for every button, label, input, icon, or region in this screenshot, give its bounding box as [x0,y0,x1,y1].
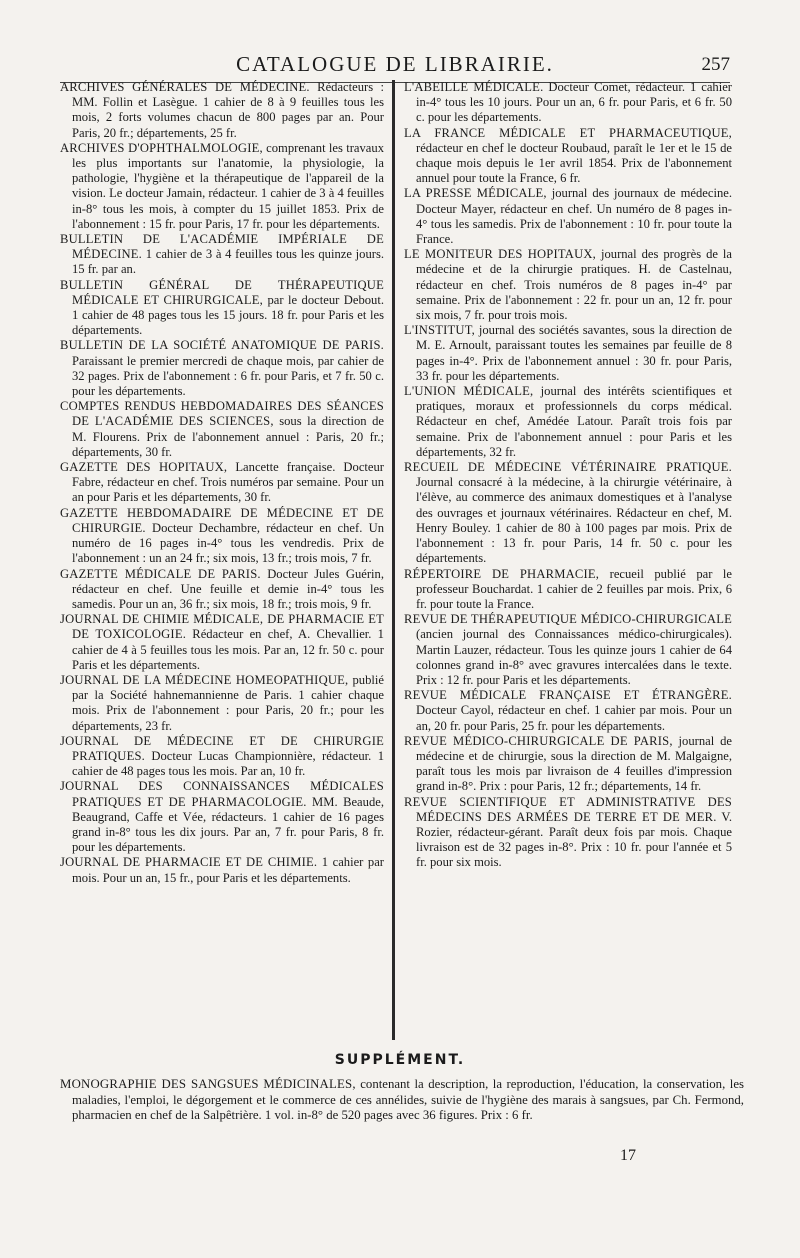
catalogue-entry [60,612,384,673]
entry-title: JOURNAL DE CHIMIE MÉDICALE, DE PHARMACIE ET DE TOXICOLOGIE. [60,612,384,642]
entry-text: Rédacteur en chef, A. Chevallier. 1 cahier de 4 à 5 feuilles tous les mois. Par an, 12 fr. 50 c. pour Paris et les départements. [72,627,384,672]
catalogue-entry [404,688,732,734]
entry-title: RECUEIL DE MÉDECINE VÉTÉRINAIRE PRATIQUE. [404,460,732,475]
entry-text: Journal consacré à la médecine, à la chirurgie vétérinaire, à l'élève, au commerce des animaux domestiques et à l'analyse des ouvrages et journaux vétérinaires. Rédacteur en chef, M. Henry Bouley. 1 cahier de 80 à 100 pages par mois. Prix de l'abonnement : 13 fr. pour Paris, 14 fr. 50 c. pour les départements. [416,475,732,566]
entry-title: LA FRANCE MÉDICALE ET PHARMACEUTIQUE, [404,125,732,140]
catalogue-entry [60,567,384,613]
catalogue-entry [60,278,384,339]
entry-text: MM. Beaude, Beaugrand, Caffe et Vée, rédacteurs. 1 cahier de 16 pages grand in-8° tous les dix jours. Par an, 7 fr. pour Paris, 8 fr. pour les départements. [72,794,384,855]
entry-text: Paraissant le premier mercredi de chaque mois, par cahier de 32 pages. Prix de l'abonnement : 6 fr. pour Paris, et 7 fr. 50 c. pour les départements. [72,353,384,399]
entry-text: 1 cahier de 3 à 4 feuilles tous les quinze jours. 15 fr. par an. [72,247,384,277]
catalogue-entry [404,80,732,126]
entry-title: RÉPERTOIRE DE PHARMACIE, [404,566,600,581]
supplement-heading: SUPPLÉMENT. [334,1052,466,1068]
entry-text: Docteur Cayol, rédacteur en chef. 1 cahier par mois. Pour un an, 20 fr. pour Paris, 25 fr. pour les départements. [416,703,732,733]
catalogue-entry [60,734,384,780]
entry-title: COMPTES RENDUS HEBDOMADAIRES DES SÉANCES DE L'ACADÉMIE DES SCIENCES, [60,399,384,429]
catalogue-entry [60,779,384,855]
entry-text: journal de médecine et de chirurgie, sous la direction de M. Malgaigne, paraît tous les mois par livraison de 4 feuilles d'impression grand in-8°. Prix : pour Paris, 12 fr.; départements, 14 fr. [416,733,732,794]
catalogue-entry [404,384,732,460]
entry-text: par le docteur Debout. 1 cahier de 48 pages tous les 15 jours. 18 fr. pour Paris et les départements. [72,292,384,338]
entry-text: rédacteur en chef le docteur Roubaud, paraît le 1er et le 15 de chaque mois depuis le 1er avril 1854. Prix de l'abonnement annuel pour toute la France, 6 fr. [416,140,732,186]
catalogue-entry [404,460,732,566]
entry-title: JOURNAL DE MÉDECINE ET DE CHIRURGIE PRATIQUES. [60,733,384,763]
catalogue-entry [60,80,384,141]
entry-text: publié par la Société hahnemannienne de Paris. 1 cahier chaque mois. Prix de l'abonnement : pour Paris, 20 fr.; pour les départements, 23 fr. [72,672,384,733]
catalogue-entry [60,399,384,460]
catalogue-entry [404,247,732,323]
entry-text: comprenant les travaux les plus importants sur l'anatomie, la physiologie, la pathologie, l'hygiène et la thérapeutique de l'appareil de la vision. Le docteur Jamain, rédacteur. 1 cahier de 3 à 4 feuilles in-8° tous les mois, à compter du 15 juillet 1853. Prix de l'abonnement : 15 fr. pour Paris, 17 fr. pour les départements. [72,140,384,231]
entry-text: journal des intérêts scientifiques et pratiques, moraux et professionnels du corps médical. Rédacteur en chef, Amédée Latour. Paraît trois fois par semaine. Prix de l'abonnement annuel : pour Paris et les départements, 32 fr. [416,384,732,459]
catalogue-entry [404,734,732,795]
entry-title: LE MONITEUR DES HOPITAUX, [404,247,597,262]
entry-text: journal des sociétés savantes, sous la direction de M. E. Arnoult, paraissant toutes les semaines par feuille de 8 pages in-4°. Prix de l'abonnement annuel : 30 fr. pour Paris, 33 fr. pour les départements. [416,323,732,383]
entry-text: Lancette française. Docteur Fabre, rédacteur en chef. Trois numéros par semaine. Pour un an pour Paris et les départements, 30 fr. [72,460,384,505]
catalogue-entry [404,567,732,613]
entry-title: REVUE DE THÉRAPEUTIQUE MÉDICO-CHIRURGICALE [404,612,732,627]
supplement-entry-text: contenant la description, la reproduction, l'éducation, la conservation, les maladies, l'emploi, le dégorgement et le commerce de ces annélides, suivie de l'hygiène des marais à sangsues, par Ch. Fermond, pharmacien en chef de la Salpêtrière. 1 vol. in-8° de 520 pages avec 36 figures. Prix : 6 fr. [72,1077,745,1123]
entry-title: ARCHIVES GÉNÉRALES DE MÉDECINE. [60,80,310,94]
entry-title: REVUE SCIENTIFIQUE ET ADMINISTRATIVE DES MÉDECINS DES ARMÉES DE TERRE ET DE MER. [404,794,732,824]
catalogue-entry [60,141,384,232]
signature-mark: 17 [620,1147,636,1164]
entry-text: Docteur Lucas Championnière, rédacteur. 1 cahier de 48 pages tous les mois. Par an, 10 fr. [72,748,384,779]
catalogue-entry [404,323,732,384]
catalogue-columns [60,80,732,1040]
entry-text: Docteur Comet, rédacteur. 1 cahier in-4° tous les 10 jours. Pour un an, 6 fr. pour Paris, et 6 fr. 50 c. pour les départements. [416,80,732,125]
entry-title: LA PRESSE MÉDICALE, [404,186,547,201]
supplement-entry-title: MONOGRAPHIE DES SANGSUES MÉDICINALES, [60,1077,356,1091]
catalogue-entry [60,460,384,506]
entry-title: L'ABEILLE MÉDICALE. [404,80,544,94]
entry-text: journal des progrès de la médecine et de la chirurgie pratiques. H. de Castelnau, rédacteur en chef. Trois numéros de 8 pages in-4° par semaine. Prix de l'abonnement : 22 fr. pour un an, 12 fr. pour six mois, 7 fr. pour trois mois. [416,247,732,323]
catalogue-entry [404,612,732,688]
running-head [60,52,730,83]
entry-text: V. Rozier, rédacteur-gérant. Paraît deux fois par mois. Chaque livraison est de 32 pages in-8°. Prix : 10 fr. pour l'année et 5 fr. pour six mois. [416,809,732,870]
entry-title: GAZETTE DES HOPITAUX, [60,460,228,475]
entry-text: journal des journaux de médecine. Docteur Mayer, rédacteur en chef. Un numéro de 8 pages in-4° tous les samedis. Prix de l'abonnement : 10 fr. pour toute la France. [416,186,732,247]
entry-title: JOURNAL DE PHARMACIE ET DE CHIMIE. [60,855,318,870]
entry-text: (ancien journal des Connaissances médico-chirurgicales). Martin Lauzer, rédacteur. Tous les quinze jours 1 cahier de 64 colonnes grand in-8° avec gravures intercalées dans le texte. Prix : 12 fr. pour Paris et les départements. [416,627,732,687]
catalogue-entry [60,232,384,278]
entry-text: 1 cahier par mois. Pour un an, 15 fr., pour Paris et les départements. [72,855,384,885]
left-column [60,80,395,1040]
catalogue-entry [404,795,732,871]
entry-text: Docteur Dechambre, rédacteur en chef. Un numéro de 16 pages in-4° tous les vendredis. Prix de l'abonnement : un an 24 fr.; six mois, 13 fr.; trois mois, 7 fr. [72,520,384,566]
catalogue-entry [60,506,384,567]
entry-title: JOURNAL DE LA MÉDECINE HOMEOPATHIQUE, [60,672,349,687]
right-column [404,80,732,1040]
catalogue-entry [404,186,732,247]
entry-title: REVUE MÉDICO-CHIRURGICALE DE PARIS, [404,733,673,748]
catalogue-entry [60,338,384,399]
catalogue-entry [60,855,384,885]
entry-text: recueil publié par le professeur Bouchardat. 1 cahier de 2 feuilles par mois. Prix, 6 fr. pour toute la France. [416,566,732,611]
entry-title: GAZETTE MÉDICALE DE PARIS. [60,566,261,581]
supplement-entry [60,1077,744,1124]
page-title: CATALOGUE DE LIBRAIRIE. [236,52,554,76]
entry-text: Rédacteurs : MM. Follin et Lasègue. 1 cahier de 8 à 9 feuilles tous les mois, 2 forts volumes chacun de 800 pages par an. Pour Paris, 20 fr.; départements, 25 fr. [72,80,384,140]
entry-title: L'UNION MÉDICALE, [404,384,534,399]
entry-title: JOURNAL DES CONNAISSANCES MÉDICALES PRATIQUES ET DE PHARMACOLOGIE. [60,779,384,809]
entry-title: REVUE MÉDICALE FRANÇAISE ET ÉTRANGÈRE. [404,688,732,703]
entry-title: ARCHIVES D'OPHTHALMOLOGIE, [60,140,263,155]
entry-title: L'INSTITUT, [404,323,476,338]
entry-title: GAZETTE HEBDOMADAIRE DE MÉDECINE ET DE CHIRURGIE. [60,505,384,535]
entry-text: Docteur Jules Guérin, rédacteur en chef. Une feuille et demie in-4° tous les samedis. Pour un an, 36 fr.; six mois, 18 fr.; trois mois, 9 fr. [72,566,384,611]
catalogue-entry [60,673,384,734]
entry-text: sous la direction de M. Flourens. Prix de l'abonnement annuel : Paris, 20 fr.; départements, 30 fr. [72,414,384,459]
catalogue-entry [404,126,732,187]
entry-title: BULLETIN DE LA SOCIÉTÉ ANATOMIQUE DE PARIS. [60,338,384,353]
entry-title: BULLETIN DE L'ACADÉMIE IMPÉRIALE DE MÉDECINE. [60,232,384,262]
page-number: 257 [701,54,730,75]
entry-title: BULLETIN GÉNÉRAL DE THÉRAPEUTIQUE MÉDICALE ET CHIRURGICALE, [60,277,384,307]
